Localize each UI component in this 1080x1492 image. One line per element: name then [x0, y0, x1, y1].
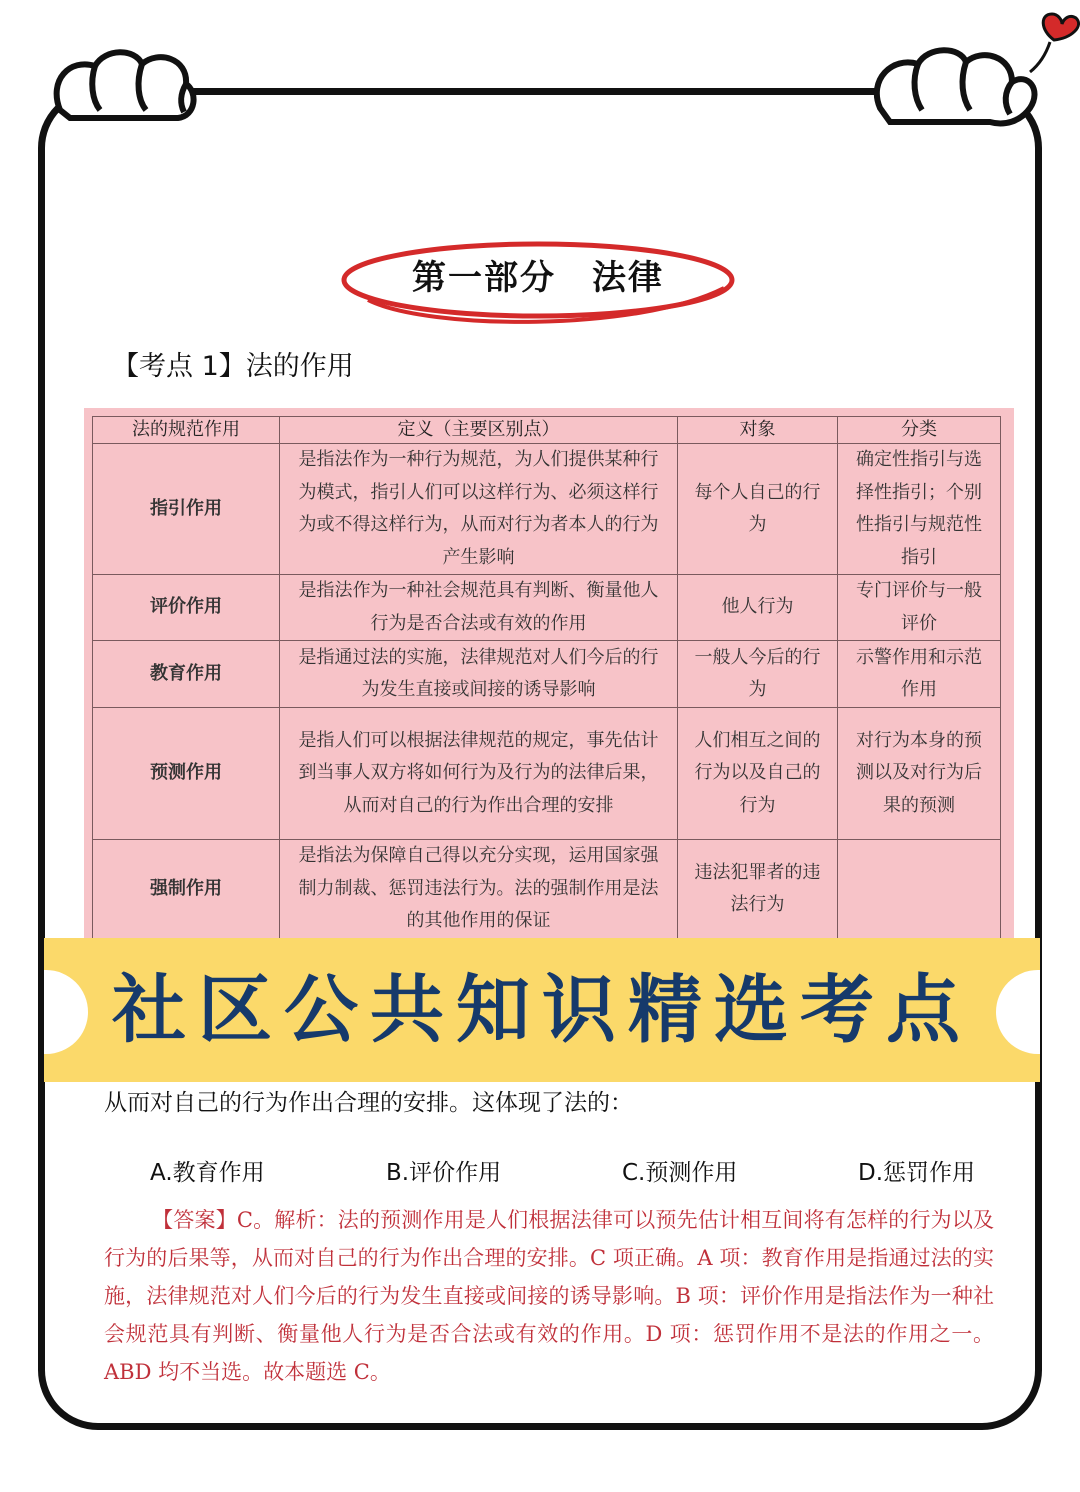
answer-text: 【答案】C。解析：法的预测作用是人们根据法律可以预先估计相互间将有怎样的行为以及行为的后果等，从而对自己的行为作出合理的安排。C 项正确。A 项：教育作用是指通过法的实施，法律规范对人们今后的行为发生直接或间接的诱导影响。B 项：评价作用是指法作为一种社会规范具有判断、衡量他人行为是否合法或有效的作用。D 项：惩罚作用不是法的作用之一。ABD 均不当选。故本题选 C。	[104, 1208, 994, 1384]
right-hand-icon	[877, 50, 1035, 123]
row-name: 教育作用	[93, 641, 280, 708]
table-row	[93, 575, 1001, 641]
table-row	[93, 641, 1001, 708]
table-row	[93, 444, 1001, 575]
row-definition: 是指法作为一种社会规范具有判断、衡量他人行为是否合法或有效的作用	[280, 575, 678, 641]
row-object: 每个人自己的行为	[678, 444, 838, 575]
banner-title: 社区公共知识精选考点	[112, 967, 972, 1053]
law-functions-table	[92, 416, 1001, 939]
option-c: C.预测作用	[622, 1160, 738, 1186]
table-row	[93, 708, 1001, 840]
row-definition: 是指法作为一种行为规范，为人们提供某种行为模式，指引人们可以这样行为、必须这样行为或不得这样行为，从而对行为者本人的行为产生影响	[280, 444, 678, 575]
page-title: 第一部分 法律	[412, 258, 664, 298]
row-definition: 是指法为保障自己得以充分实现，运用国家强制力制裁、惩罚违法行为。法的强制作用是法的其他作用的保证	[280, 840, 678, 939]
option-b: B.评价作用	[386, 1160, 502, 1186]
row-name: 强制作用	[93, 840, 280, 939]
table-header: 法的规范作用	[93, 417, 280, 444]
table-header-row	[93, 417, 1001, 444]
left-hand-icon	[57, 52, 194, 118]
table-header: 定义（主要区别点）	[280, 417, 678, 444]
row-name: 指引作用	[93, 444, 280, 575]
row-object: 人们相互之间的行为以及自己的行为	[678, 708, 838, 840]
frame-decoration	[0, 0, 1080, 200]
law-table-panel	[84, 408, 1014, 948]
row-object: 违法犯罪者的违法行为	[678, 840, 838, 939]
table-header: 对象	[678, 417, 838, 444]
row-name: 预测作用	[93, 708, 280, 840]
row-category: 专门评价与一般评价	[838, 575, 1001, 641]
row-definition: 是指通过法的实施，法律规范对人们今后的行为发生直接或间接的诱导影响	[280, 641, 678, 708]
row-category: 示警作用和示范作用	[838, 641, 1001, 708]
row-name: 评价作用	[93, 575, 280, 641]
row-definition: 是指人们可以根据法律规范的规定，事先估计到当事人双方将如何行为及行为的法律后果，从而对自己的行为作出合理的安排	[280, 708, 678, 840]
row-category	[838, 840, 1001, 939]
heart-icon	[1030, 14, 1079, 72]
row-object: 一般人今后的行为	[678, 641, 838, 708]
row-object: 他人行为	[678, 575, 838, 641]
option-a: A.教育作用	[150, 1160, 265, 1186]
section-heading: 【考点 1】法的作用	[112, 351, 354, 382]
table-header: 分类	[838, 417, 1001, 444]
option-d: D.惩罚作用	[858, 1160, 976, 1186]
table-row	[93, 840, 1001, 939]
question-text: 从而对自己的行为作出合理的安排。这体现了法的：	[104, 1090, 633, 1116]
answer-explanation	[104, 1201, 994, 1391]
row-category: 对行为本身的预测以及对行为后果的预测	[838, 708, 1001, 840]
title-area	[338, 238, 738, 328]
title-banner	[44, 938, 1040, 1082]
row-category: 确定性指引与选择性指引；个别性指引与规范性指引	[838, 444, 1001, 575]
